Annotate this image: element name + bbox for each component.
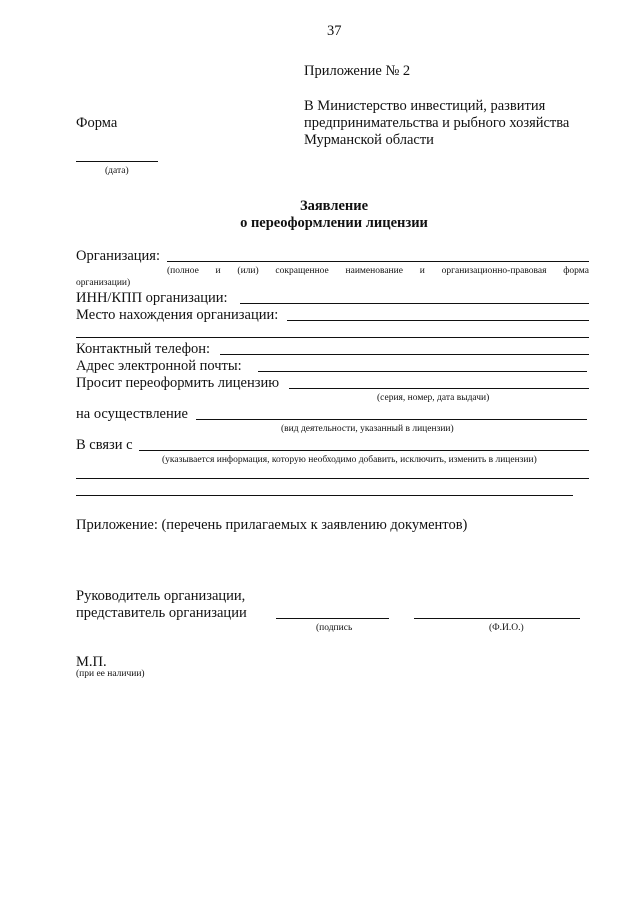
location-field-line[interactable] <box>287 320 589 321</box>
reason-hint: (указывается информация, которую необходимо добавить, исключить, изменить в лицензии) <box>162 455 537 465</box>
date-caption: (дата) <box>105 166 129 176</box>
appendix-label: Приложение № 2 <box>304 63 411 79</box>
date-line <box>76 161 158 162</box>
document-subtitle: о переоформлении лицензии <box>240 215 428 231</box>
addressee-line-2: предпринимательства и рыбного хозяйства <box>304 115 570 131</box>
activity-label: на осуществление <box>76 406 188 422</box>
attachment-label: Приложение: (перечень прилагаемых к заявлению документов) <box>76 517 468 533</box>
activity-field-line[interactable] <box>196 419 587 420</box>
page-number: 37 <box>327 23 342 39</box>
phone-label: Контактный телефон: <box>76 341 211 357</box>
addressee-line-3: Мурманской области <box>304 132 434 148</box>
name-caption: (Ф.И.О.) <box>489 623 524 633</box>
signatory-line-1: Руководитель организации, <box>76 588 246 604</box>
signatory-line-2: представитель организации <box>76 605 247 621</box>
inn-kpp-label: ИНН/КПП организации: <box>76 290 228 306</box>
reissue-field-line[interactable] <box>289 388 589 389</box>
form-label: Форма <box>76 115 118 131</box>
addressee-line-1: В Министерство инвестиций, развития <box>304 98 546 114</box>
document-title: Заявление <box>299 198 369 214</box>
organization-field-line[interactable] <box>167 261 589 262</box>
organization-hint-line-2: организации) <box>76 278 131 288</box>
reissue-label: Просит переоформить лицензию <box>76 375 280 391</box>
stamp-note: (при ее наличии) <box>76 669 145 679</box>
stamp-label: М.П. <box>76 654 107 670</box>
reissue-hint: (серия, номер, дата выдачи) <box>377 393 490 403</box>
reason-field-line-2[interactable] <box>76 478 589 479</box>
location-label: Место нахождения организации: <box>76 307 279 323</box>
reason-field-line[interactable] <box>139 450 589 451</box>
signature-caption: (подпись <box>316 623 353 633</box>
activity-hint: (вид деятельности, указанный в лицензии) <box>281 424 454 434</box>
name-line[interactable] <box>414 618 580 619</box>
phone-field-line[interactable] <box>220 354 589 355</box>
organization-label: Организация: <box>76 248 161 264</box>
organization-hint: (полное и (или) сокращенное наименование и организационно-правовая форма <box>167 266 589 276</box>
reason-label: В связи с <box>76 437 133 453</box>
inn-kpp-field-line[interactable] <box>240 303 589 304</box>
email-field-line[interactable] <box>258 371 587 372</box>
location-field-line-2[interactable] <box>76 337 589 338</box>
reason-field-line-3[interactable] <box>76 495 573 496</box>
email-label: Адрес электронной почты: <box>76 358 242 374</box>
signature-line[interactable] <box>276 618 389 619</box>
